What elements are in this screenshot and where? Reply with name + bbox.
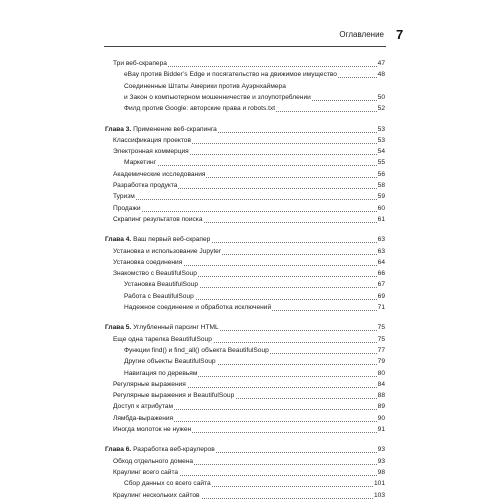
toc-entry-title: Навигация по деревьям [124, 369, 198, 377]
toc-entry-row [0, 391, 500, 401]
toc-page-number: 77 [377, 346, 385, 354]
chapter-title: Ваш первый веб-скрапер [133, 236, 211, 244]
toc-page-number: 50 [377, 93, 385, 101]
chapter-label: Глава 3. [105, 125, 132, 133]
dot-leader [124, 165, 377, 166]
toc-entry-title [105, 323, 220, 333]
toc-entry-row [0, 346, 500, 356]
toc-page-number: 59 [377, 193, 385, 201]
toc-entry-row [0, 136, 500, 146]
toc-entry-title: Доступ к атрибутам [113, 403, 173, 411]
toc-entry-title: Другие объекты BeautifulSoup [124, 358, 216, 366]
toc-page-number: 103 [373, 491, 385, 499]
toc-chapter-row [0, 235, 500, 245]
toc-entry-row [0, 457, 500, 467]
toc-entry-title [105, 445, 216, 455]
toc-entry-row [0, 82, 500, 92]
toc-entry-title: Академические исследования [113, 170, 206, 178]
chapter-title: Разработка веб-краулеров [133, 446, 215, 454]
toc-entry-row [0, 380, 500, 390]
toc-entry-title: Еще одна тарелка BeautifulSoup [113, 335, 212, 343]
toc-entry-row [0, 425, 500, 435]
toc-entry-row [0, 215, 500, 225]
toc-page-number: 61 [377, 215, 385, 223]
toc-entry-title: Маркетинг [124, 159, 157, 167]
toc-entry-row [0, 335, 500, 345]
toc-entry-row [0, 181, 500, 191]
toc-entry-row [0, 170, 500, 180]
toc-page-number: 55 [377, 159, 385, 167]
toc-entry-row [0, 491, 500, 501]
toc-page-number: 66 [377, 270, 385, 278]
toc-page-number: 63 [377, 236, 385, 244]
toc-page-number: 80 [377, 369, 385, 377]
toc-entry-row [0, 280, 500, 290]
toc-page-number: 60 [377, 204, 385, 212]
toc-entry-row [0, 402, 500, 412]
toc-entry-title: Сбор данных со всего сайта [124, 480, 211, 488]
toc-entry-row [0, 468, 500, 478]
toc-page-number: 93 [377, 457, 385, 465]
toc-page-number: 47 [377, 60, 385, 67]
toc-entry-title: Краулинг нескольких сайтов [113, 491, 200, 499]
toc-page-number: 64 [377, 258, 385, 266]
dot-leader [113, 199, 377, 200]
toc-page-number: 75 [377, 335, 385, 343]
toc-entry-title: Продажи [113, 204, 141, 212]
toc-entry-title: Скрапинг результатов поиска [113, 215, 203, 223]
toc-entry-row [0, 369, 500, 379]
toc-entry-row [0, 479, 500, 489]
toc-entry-title: Знакомство с BeautifulSoup [113, 270, 197, 278]
toc-entry-title: Функции find() и find_all() объекта BeautifulSoup [124, 346, 269, 354]
toc-page-number: 69 [377, 292, 385, 300]
toc-entry-row [0, 192, 500, 202]
toc-page-number: 56 [377, 170, 385, 178]
toc-entry-title: Филд против Google: авторские права и robots.txt [124, 105, 276, 113]
toc-chapter-row [0, 445, 500, 455]
toc-entry-row [0, 158, 500, 168]
toc-page-number: 53 [377, 125, 385, 133]
toc-page-number: 48 [377, 71, 385, 79]
toc-page-number: 88 [377, 392, 385, 400]
toc-entry-title: Электронная коммерция [113, 148, 189, 156]
toc-page-number: 53 [377, 136, 385, 144]
toc-entry-row [0, 93, 500, 103]
chapter-title: Применение веб-скрапинга [133, 125, 217, 133]
toc-entry-row [0, 247, 500, 257]
toc-page-number: 63 [377, 247, 385, 255]
toc-entry-title: Работа с BeautifulSoup [124, 292, 194, 300]
toc-entry-title: Обход отдельного домена [113, 457, 194, 465]
toc-entry-title: Туризм [113, 193, 135, 201]
toc-entry-title: Классификация проектов [113, 136, 191, 144]
toc-entry-title: Соединенные Штаты Америки против Ауэрнхаймера [124, 82, 286, 90]
toc-page-number: 90 [377, 414, 385, 422]
dot-leader [113, 211, 377, 212]
chapter-label: Глава 6. [105, 446, 132, 454]
toc-entry-title: Разработка продукта [113, 182, 178, 189]
toc-page-number: 58 [377, 182, 385, 189]
toc-page-number: 91 [377, 426, 385, 433]
chapter-label: Глава 4. [105, 236, 132, 244]
toc-entry-title: Установка и использование Jupyter [113, 247, 222, 255]
toc-entry-row [0, 292, 500, 302]
toc-entry-title: eBay против Bidder’s Edge и посягательство на движимое имущество [124, 71, 337, 79]
toc-entry-title: Лямбда-выражения [113, 414, 174, 422]
toc-entry-row [0, 147, 500, 157]
toc-page-number: 67 [377, 281, 385, 289]
chapter-label: Глава 5. [105, 324, 132, 332]
toc-entry-title: Иногда молоток не нужен [113, 426, 192, 433]
toc-entry-title [105, 235, 211, 245]
toc-entry-title: Надежное соединение и обработка исключений [124, 304, 272, 311]
toc-page-number: 71 [377, 304, 385, 311]
toc-entry-title: Краулинг всего сайта [113, 468, 179, 476]
toc-entry-title: и Закон о компьютерном мошенничестве и злоупотреблении [124, 93, 311, 101]
toc-entry-title: Три веб-скрапера [113, 60, 167, 67]
toc-chapter-row [0, 323, 500, 333]
toc-page-number: 75 [377, 324, 385, 332]
toc-page-number: 79 [377, 358, 385, 366]
toc-page-number: 84 [377, 380, 385, 388]
toc-chapter-row [0, 125, 500, 135]
toc-entry-title: Регулярные выражения и BeautifulSoup [113, 392, 235, 400]
toc-entry-row [0, 258, 500, 268]
running-header: Оглавление [339, 30, 384, 39]
toc-entry-title: Установка BeautifulSoup [124, 281, 199, 289]
toc-page-number: 101 [373, 480, 385, 488]
toc-page-number: 98 [377, 468, 385, 476]
toc-entry-row [0, 59, 500, 69]
toc-entry-title [105, 125, 218, 135]
toc-entry-row [0, 357, 500, 367]
chapter-title: Углубленный парсинг HTML [133, 324, 219, 332]
toc-page-number: 93 [377, 446, 385, 454]
toc-page-number: 54 [377, 148, 385, 156]
toc-entry-row [0, 70, 500, 80]
toc-entry-row [0, 269, 500, 279]
toc-page-number: 52 [377, 105, 385, 113]
toc-page-number: 89 [377, 403, 385, 411]
page-number: 7 [396, 27, 404, 42]
toc-entry-row [0, 303, 500, 313]
toc-entry-row [0, 414, 500, 424]
toc-entry-title: Установка соединения [113, 258, 183, 266]
toc-entry-row [0, 204, 500, 214]
toc-entry-title: Регулярные выражения [113, 380, 186, 388]
toc-entry-row [0, 104, 500, 114]
